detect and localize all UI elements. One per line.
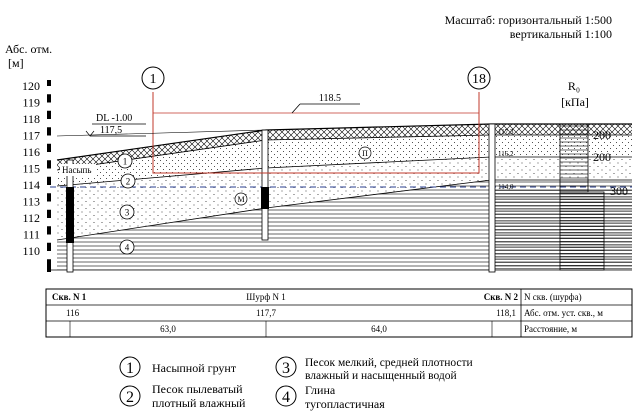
- pit-1-water-segment: [261, 187, 269, 209]
- axis-ruler-mark: [47, 235, 51, 243]
- table-cell: 63,0: [160, 324, 176, 334]
- ro-box-upper: [560, 124, 588, 192]
- legend-num-1: 1: [126, 360, 134, 377]
- table-cell: Скв. N 2: [483, 292, 518, 302]
- fill-label: Насыпь: [62, 165, 92, 175]
- ro-unit: [кПа]: [561, 95, 589, 109]
- axis-tick-label: 116: [22, 145, 40, 159]
- layer-3-number: 3: [124, 207, 130, 218]
- legend-text-3b: влажный и насыщенный водой: [305, 370, 457, 382]
- legend-text-2a: Песок пылеватый: [152, 382, 243, 396]
- legend-num-3: 3: [282, 360, 290, 377]
- borehole-1-water-segment: [66, 187, 74, 243]
- table-cell: Шурф N 1: [246, 292, 286, 302]
- legend-text-2b: плотный влажный: [152, 396, 246, 410]
- table-cell: 117,7: [256, 308, 276, 318]
- axis-tick-label: 111: [22, 227, 40, 242]
- table-cell: 64,0: [371, 324, 387, 334]
- borehole-2: [489, 124, 495, 272]
- axis-tick-label: 112: [22, 211, 40, 225]
- dl-label: DL -1.00: [96, 113, 133, 124]
- axis-tick-label: 110: [22, 244, 40, 258]
- table-row-label: Расстояние, м: [524, 324, 578, 334]
- axis-tick-label: 113: [22, 194, 40, 209]
- legend-text-3a: Песок мелкий, средней плотности: [305, 357, 473, 369]
- axis-ruler-mark: [47, 103, 51, 111]
- axis-tick-label: 117: [22, 128, 40, 143]
- soil-layers: [50, 124, 632, 270]
- sublayer-p: П: [362, 149, 368, 158]
- data-table: [46, 289, 632, 337]
- ro-box-lower: [560, 192, 604, 270]
- table-cell: 118,1: [496, 308, 516, 318]
- legend-text-4a: Глина: [305, 383, 336, 397]
- axis-tick-label: 115: [22, 161, 40, 176]
- legend: [120, 357, 473, 411]
- axis-tick-label: 119: [22, 95, 40, 110]
- legend-text-4b: тугопластичная: [305, 397, 385, 411]
- layer-2-number: 2: [125, 176, 131, 187]
- layer-1-number: 1: [122, 156, 128, 167]
- level-label: 118.5: [318, 93, 342, 104]
- axis-title: Абс. отм.: [5, 42, 53, 56]
- elevation-axis: [5, 42, 52, 272]
- marker-start: 1: [149, 72, 157, 87]
- scale-note: [445, 13, 612, 41]
- dl-elevation: 117,5: [100, 125, 123, 136]
- axis-ruler-mark: [47, 86, 51, 94]
- axis-ruler-mark: [47, 251, 51, 259]
- axis-tick-label: 120: [22, 79, 40, 93]
- axis-tick-label: 118: [22, 112, 40, 126]
- table-cell: Скв. N 1: [52, 292, 87, 302]
- level-leader-tick: [292, 104, 300, 113]
- table-cell: 116: [66, 308, 80, 318]
- axis-ruler-mark: [47, 218, 51, 226]
- layer-4-number: 4: [124, 242, 130, 253]
- ro-value-1: 200: [593, 128, 611, 142]
- axis-ruler-mark: [47, 185, 51, 193]
- scale-line-1: Масштаб: горизонтальный 1:500: [444, 13, 612, 27]
- axis-unit: [м]: [8, 56, 24, 70]
- well-mark-water: 114,0: [498, 183, 514, 191]
- legend-num-2: 2: [126, 389, 134, 406]
- scale-line-2: вертикальный 1:100: [509, 27, 612, 41]
- axis-ruler-mark: [47, 169, 51, 177]
- well-mark-mid: 116,2: [498, 150, 514, 158]
- axis-tick-label: 114: [22, 178, 40, 192]
- marker-end: 18: [472, 72, 486, 87]
- ro-value-3: 300: [610, 184, 628, 198]
- axis-ruler-mark: [47, 202, 51, 210]
- table-row-label: Абс. отм. уст. скв., м: [524, 308, 603, 318]
- legend-num-4: 4: [282, 389, 290, 406]
- axis-ruler-mark: [47, 119, 51, 127]
- ro-title: R₀: [567, 79, 581, 93]
- well-mark-top: 117,3: [498, 128, 514, 136]
- axis-tick-group: [22, 79, 51, 259]
- ro-value-2: 200: [593, 150, 611, 164]
- pit-1: [262, 130, 268, 240]
- axis-ruler-mark: [47, 152, 51, 160]
- legend-text-1: Насыпной грунт: [152, 361, 237, 375]
- axis-ruler-mark: [47, 136, 51, 144]
- sublayer-m: М: [237, 195, 245, 204]
- table-row-label: N скв. (шурфа): [524, 292, 582, 302]
